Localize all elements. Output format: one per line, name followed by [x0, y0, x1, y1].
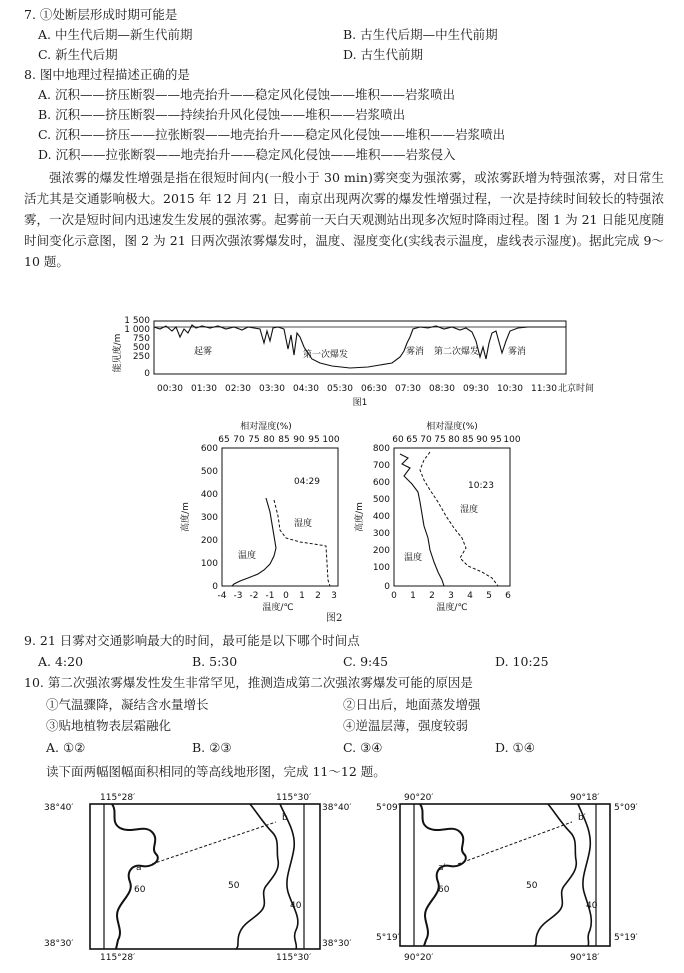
- fig2r-toplabel: 相对湿度(%): [426, 422, 478, 432]
- map2-point-a: a′: [438, 863, 446, 873]
- fig2r-toptick: 60: [392, 435, 404, 445]
- fig2r-humidity-curve: [420, 452, 498, 586]
- fig1-xunit: 北京时间: [558, 384, 595, 394]
- fig2l-xtick: 0: [283, 591, 289, 601]
- fig2l-toptick: 70: [233, 435, 245, 445]
- fig2l-ytick: 100: [200, 559, 218, 569]
- q7-option-d[interactable]: D. 古生代前期: [343, 47, 424, 62]
- fig1-label-first: 第一次爆发: [303, 350, 349, 360]
- fig2r-ytick: 400: [372, 512, 390, 522]
- map1-profile-ab: [152, 822, 276, 864]
- fig1-xticks: [157, 384, 557, 394]
- map1-contour-50: [236, 804, 278, 949]
- fig2l-ytick: 600: [200, 444, 218, 454]
- map2-profile-ab: [458, 822, 572, 864]
- passage-9-10: 强浓雾的爆发性增强是指在很短时间内(一般小于 30 min)雾突变为强浓雾，或浓雾跃增为特强浓雾，对日常生活尤其是交通影响极大。2015 年 12 月 21 日，南京出现两次雾的爆发性增强过程，一次是持续时间较长的特强浓雾，一次是短时间内迅速发生发展的强浓雾。起雾前一天白天观测站出现多次短时降雨过程。图 1 为 21 日能见度随时间变化示意图，图 2 为 21 日两次强浓雾爆发时，温度、湿度变化(实线表示温度，虚线表示湿度)。据此完成 9～10 题。: [24, 170, 664, 269]
- fig1-ytick-750: 750: [132, 334, 150, 344]
- map1-point-a: a: [136, 863, 142, 873]
- map1-lon-left-bottom: 115°28′: [100, 953, 136, 963]
- fig2l-toptick: 100: [322, 435, 340, 445]
- fig2l-ytick: 0: [212, 582, 218, 592]
- map2-contour-40-label: 40: [586, 901, 598, 911]
- map2-contour-50: [534, 804, 576, 946]
- map1-lat-top-right: 38°40′: [322, 803, 352, 813]
- contour-map-2: [374, 788, 674, 968]
- fig2r-xlabel: 温度/℃: [436, 603, 468, 613]
- fig2r-time: 10:23: [468, 481, 494, 491]
- fig1-xtick: 06:30: [361, 384, 387, 394]
- fig2r-toptick: 70: [420, 435, 432, 445]
- map1-lat-bottom-right: 38°30′: [322, 939, 352, 949]
- fig2l-toptick: 85: [278, 435, 290, 445]
- fig2l-temperature-curve: [232, 498, 276, 586]
- q7-option-b[interactable]: B. 古生代后期—中生代前期: [343, 27, 498, 42]
- fig2l-hum-label: 湿度: [294, 519, 313, 529]
- map1-contour-60: [112, 804, 158, 949]
- fig2l-ytick: 400: [200, 490, 218, 500]
- fig2r-xtick: 3: [448, 591, 454, 601]
- map2-point-b: b′: [578, 813, 586, 823]
- fig1-ytick-1000: 1 000: [124, 325, 150, 335]
- figure-2-left-profile: [174, 420, 344, 620]
- fig1-label-wuxiao2: 雾消: [508, 347, 527, 357]
- q9-option-a[interactable]: A. 4:20: [38, 654, 84, 669]
- map1-lat-top-left: 38°40′: [44, 803, 74, 813]
- q10-option-a[interactable]: A. ①②: [46, 740, 86, 755]
- map1-contour-60-label: 60: [134, 885, 146, 895]
- q8-option-d[interactable]: D. 沉积——拉张断裂——地壳抬升——稳定风化侵蚀——堆积——岩浆侵入: [38, 147, 456, 162]
- map2-lon-left-top: 90°20′: [404, 793, 434, 803]
- fig1-ytick-250: 250: [132, 352, 150, 362]
- map1-contour-40: [280, 804, 298, 949]
- fig2r-ytick: 800: [372, 444, 390, 454]
- map1-lon-right-bottom: 115°30′: [276, 953, 312, 963]
- q10-item-2: ②日出后，地面蒸发增强: [343, 697, 481, 712]
- fig2r-ytick: 200: [372, 546, 390, 556]
- map2-lon-right-bottom: 90°18′: [570, 953, 600, 963]
- fig2r-xtick: 2: [429, 591, 435, 601]
- fig2r-ytick: 300: [372, 529, 390, 539]
- fig2l-ylabel: 高度/m: [181, 502, 191, 532]
- fig2l-temp-label: 温度: [238, 551, 257, 561]
- fig1-label-second: 第二次爆发: [434, 347, 480, 357]
- map2-contour-50-label: 50: [526, 881, 538, 891]
- fig1-xtick: 01:30: [191, 384, 217, 394]
- fig2r-ytick: 100: [372, 563, 390, 573]
- fig2r-xtick: 5: [486, 591, 492, 601]
- q10-item-4: ④逆温层薄，强度较弱: [343, 718, 469, 733]
- q8-option-b[interactable]: B. 沉积——挤压断裂——持续抬升风化侵蚀——堆积——岩浆喷出: [38, 107, 406, 122]
- fig2l-toptick: 75: [248, 435, 260, 445]
- fig1-xtick: 04:30: [293, 384, 319, 394]
- fig1-xtick: 07:30: [395, 384, 421, 394]
- fig2r-toptick: 85: [462, 435, 474, 445]
- fig1-ylabel: 能见度/m: [113, 333, 123, 373]
- map2-lon-right-top: 90°18′: [570, 793, 600, 803]
- fig2r-topticks: [392, 435, 521, 445]
- fig2r-xtick: 1: [410, 591, 416, 601]
- q9-stem: 9. 21 日雾对交通影响最大的时间，最可能是以下哪个时间点: [24, 633, 360, 648]
- fig2r-frame: [394, 448, 510, 586]
- fig2l-toptick: 95: [308, 435, 320, 445]
- fig1-xtick: 08:30: [429, 384, 455, 394]
- fig1-visibility-curve: [154, 325, 566, 368]
- fig1-xtick: 09:30: [463, 384, 489, 394]
- fig2l-xtick: 1: [299, 591, 305, 601]
- map2-contour-40: [578, 804, 591, 946]
- fig2r-xtick: 6: [505, 591, 511, 601]
- fig2l-xtick: -3: [233, 591, 243, 601]
- fig2l-frame: [222, 448, 338, 586]
- map1-lat-bottom-left: 38°30′: [44, 939, 74, 949]
- q9-option-d[interactable]: D. 10:25: [495, 654, 549, 669]
- q8-option-c[interactable]: C. 沉积——挤压——拉张断裂——地壳抬升——稳定风化侵蚀——堆积——岩浆喷出: [38, 127, 506, 142]
- fig2l-toptick: 65: [218, 435, 230, 445]
- fig1-ytick-0: 0: [144, 369, 150, 379]
- q10-stem: 10. 第二次强浓雾爆发性发生非常罕见，推测造成第二次强浓雾爆发可能的原因是: [24, 675, 473, 690]
- fig1-xtick: 02:30: [225, 384, 251, 394]
- fig2r-yticks: [373, 444, 390, 592]
- map1-point-b: b: [282, 813, 288, 823]
- fig2r-ytick: 700: [372, 461, 390, 471]
- fig2l-yticks: [201, 444, 218, 592]
- map2-lon-left-bottom: 90°20′: [404, 953, 434, 963]
- fig1-label-qiwu: 起雾: [194, 347, 213, 357]
- fig2r-toptick: 65: [406, 435, 418, 445]
- fig2l-xtick: 3: [331, 591, 337, 601]
- fig2r-toptick: 75: [434, 435, 446, 445]
- fig2l-xtick: -1: [265, 591, 275, 601]
- q7-option-a[interactable]: A. 中生代后期—新生代前期: [38, 27, 193, 42]
- fig2l-ytick: 500: [200, 467, 218, 477]
- intro-11-12: 读下面两幅图幅面积相同的等高线地形图，完成 11～12 题。: [46, 764, 386, 779]
- map1-lon-left-top: 115°28′: [100, 793, 136, 803]
- fig2l-xlabel: 温度/℃: [262, 603, 294, 613]
- fig2l-toptick: 80: [263, 435, 275, 445]
- map2-lat-bottom-right: 5°19′: [614, 933, 638, 943]
- map1-contour-40-label: 40: [290, 901, 302, 911]
- fig2l-xtick: 2: [315, 591, 321, 601]
- fig1-xtick: 03:30: [259, 384, 285, 394]
- fig2l-topticks: [218, 435, 340, 445]
- map2-contour-60-label: 60: [438, 885, 450, 895]
- fig2r-xticks: [391, 591, 511, 601]
- fig1-xtick: 00:30: [157, 384, 183, 394]
- fig2r-xtick: 0: [391, 591, 397, 601]
- fig2l-ytick: 200: [200, 536, 218, 546]
- map1-contour-50-label: 50: [228, 881, 240, 891]
- fig1-caption: 图1: [352, 398, 368, 408]
- fig2r-toptick: 95: [490, 435, 502, 445]
- fig1-xtick: 05:30: [327, 384, 353, 394]
- fig1-ytick-500: 500: [132, 343, 150, 353]
- fig2l-xticks: [218, 591, 337, 601]
- q10-option-b[interactable]: B. ②③: [192, 740, 232, 755]
- fig2l-xtick: -4: [217, 591, 227, 601]
- fig2l-toplabel: 相对湿度(%): [240, 422, 292, 432]
- q8-option-a[interactable]: A. 沉积——挤压断裂——地壳抬升——稳定风化侵蚀——堆积——岩浆喷出: [38, 87, 455, 102]
- fig1-xtick: 11:30: [531, 384, 557, 394]
- q8-stem: 8. 图中地理过程描述正确的是: [24, 67, 190, 82]
- fig2r-hum-label: 湿度: [460, 505, 479, 515]
- map1-frame: [90, 804, 320, 949]
- q10-item-3: ③贴地植物表层霜融化: [46, 718, 172, 733]
- fig2l-toptick: 90: [293, 435, 305, 445]
- q7-option-c[interactable]: C. 新生代后期: [38, 47, 118, 62]
- fig2r-ylabel: 高度/m: [355, 502, 365, 532]
- fig2r-toptick: 90: [476, 435, 488, 445]
- fig2r-ytick: 600: [372, 478, 390, 488]
- fig2-caption: 图2: [326, 613, 343, 624]
- q10-item-1: ①气温骤降，凝结含水量增长: [46, 697, 209, 712]
- fig2l-xtick: -2: [249, 591, 259, 601]
- map2-lat-bottom-left: 5°19′: [376, 933, 400, 943]
- fig1-label-wuxiao1: 雾消: [406, 347, 425, 357]
- fig2l-ytick: 300: [200, 513, 218, 523]
- q10-option-d[interactable]: D. ①④: [495, 740, 535, 755]
- map2-lat-top-left: 5°09′: [376, 803, 400, 813]
- fig2l-humidity-curve: [274, 500, 330, 586]
- fig2r-toptick: 100: [503, 435, 521, 445]
- contour-map-1: [40, 788, 360, 968]
- map2-contour-60: [420, 804, 466, 946]
- fig1-xtick: 10:30: [497, 384, 523, 394]
- figure-1-visibility-chart: [110, 313, 595, 413]
- q7-stem: 7. ①处断层形成时期可能是: [24, 7, 178, 22]
- map2-frame: [400, 804, 610, 946]
- q9-option-b[interactable]: B. 5:30: [192, 654, 238, 669]
- q10-option-c[interactable]: C. ③④: [343, 740, 383, 755]
- fig2r-ytick: 0: [384, 582, 390, 592]
- fig2l-time: 04:29: [294, 477, 320, 487]
- fig2r-temp-label: 温度: [404, 553, 423, 563]
- fig2r-toptick: 80: [448, 435, 460, 445]
- figure-2-right-profile: [355, 420, 524, 620]
- fig1-ytick-1500: 1 500: [124, 316, 150, 326]
- fig2r-xtick: 4: [467, 591, 473, 601]
- map1-lon-right-top: 115°30′: [276, 793, 312, 803]
- map2-lat-top-right: 5°09′: [614, 803, 638, 813]
- fig2r-ytick: 500: [372, 495, 390, 505]
- q9-option-c[interactable]: C. 9:45: [343, 654, 389, 669]
